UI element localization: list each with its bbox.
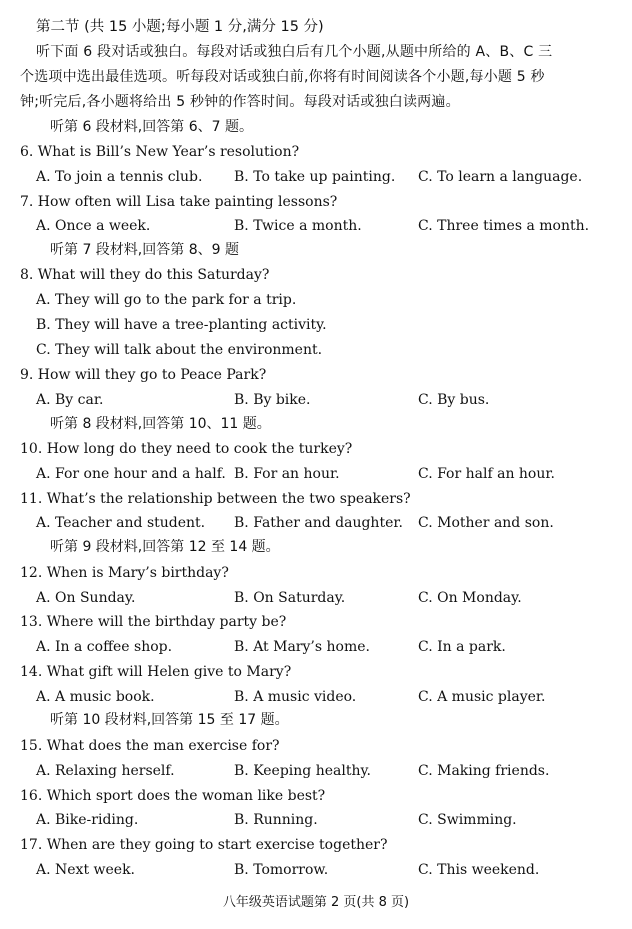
option-b: B. On Saturday. xyxy=(234,590,346,606)
instruction-line-3: 钟;听完后,各小题将给出 5 秒钟的作答时间。每段对话或独白读两遍。 xyxy=(20,94,460,110)
question-13-options xyxy=(0,637,632,657)
question-7: 7. How often will Lisa take painting lessons? xyxy=(20,194,338,210)
question-8-option-b: B. They will have a tree-planting activity. xyxy=(36,317,327,333)
question-15-options xyxy=(0,761,632,781)
question-11-options xyxy=(0,513,632,533)
option-a: A. By car. xyxy=(36,392,104,408)
question-16: 16. Which sport does the woman like best? xyxy=(20,788,326,804)
option-a: A. Bike-riding. xyxy=(36,812,139,828)
option-c: C. Making friends. xyxy=(418,763,550,779)
section-title: 第二节 (共 15 小题;每小题 1 分,满分 15 分) xyxy=(36,19,324,35)
question-8: 8. What will they do this Saturday? xyxy=(20,267,270,283)
question-13: 13. Where will the birthday party be? xyxy=(20,614,287,630)
option-c: C. For half an hour. xyxy=(418,466,555,482)
option-b: B. Keeping healthy. xyxy=(234,763,371,779)
question-9-options xyxy=(0,390,632,410)
question-14-options xyxy=(0,687,632,707)
material-7-heading: 听第 7 段材料,回答第 8、9 题 xyxy=(50,242,239,258)
question-17: 17. When are they going to start exercise together? xyxy=(20,837,388,853)
option-c: C. Three times a month. xyxy=(418,218,590,234)
instruction-line-2: 个选项中选出最佳选项。听每段对话或独白前,你将有时间阅读各个小题,每小题 5 秒 xyxy=(20,69,545,85)
question-14: 14. What gift will Helen give to Mary? xyxy=(20,664,292,680)
question-12-options xyxy=(0,588,632,608)
question-16-options xyxy=(0,810,632,830)
option-a: A. On Sunday. xyxy=(36,590,136,606)
material-6-heading: 听第 6 段材料,回答第 6、7 题。 xyxy=(50,119,253,135)
question-6-options xyxy=(0,167,632,187)
option-a: A. Relaxing herself. xyxy=(36,763,175,779)
option-c: C. In a park. xyxy=(418,639,506,655)
option-c: C. This weekend. xyxy=(418,862,540,878)
option-a: A. Teacher and student. xyxy=(36,515,206,531)
option-a: A. Once a week. xyxy=(36,218,151,234)
question-15: 15. What does the man exercise for? xyxy=(20,738,280,754)
option-b: B. Father and daughter. xyxy=(234,515,403,531)
material-9-heading: 听第 9 段材料,回答第 12 至 14 题。 xyxy=(50,539,280,555)
option-b: B. A music video. xyxy=(234,689,357,705)
option-c: C. On Monday. xyxy=(418,590,522,606)
question-12: 12. When is Mary’s birthday? xyxy=(20,565,229,581)
option-b: B. At Mary’s home. xyxy=(234,639,370,655)
question-11: 11. What’s the relationship between the two speakers? xyxy=(20,491,411,507)
option-c: C. Swimming. xyxy=(418,812,517,828)
option-b: B. To take up painting. xyxy=(234,169,396,185)
material-8-heading: 听第 8 段材料,回答第 10、11 题。 xyxy=(50,416,271,432)
option-c: C. A music player. xyxy=(418,689,546,705)
question-9: 9. How will they go to Peace Park? xyxy=(20,367,267,383)
question-10: 10. How long do they need to cook the turkey? xyxy=(20,441,353,457)
question-17-options xyxy=(0,860,632,880)
question-7-options xyxy=(0,216,632,236)
option-a: A. To join a tennis club. xyxy=(36,169,203,185)
option-a: A. For one hour and a half. xyxy=(36,466,226,482)
page-footer: 八年级英语试题第 2 页(共 8 页) xyxy=(222,895,410,910)
option-c: C. To learn a language. xyxy=(418,169,583,185)
option-b: B. Twice a month. xyxy=(234,218,362,234)
question-6: 6. What is Bill’s New Year’s resolution? xyxy=(20,144,300,160)
option-a: A. Next week. xyxy=(36,862,136,878)
question-8-option-a: A. They will go to the park for a trip. xyxy=(36,292,297,308)
option-b: B. For an hour. xyxy=(234,466,340,482)
option-c: C. Mother and son. xyxy=(418,515,554,531)
instruction-line-1: 听下面 6 段对话或独白。每段对话或独白后有几个小题,从题中所给的 A、B、C 三 xyxy=(36,44,553,60)
material-10-heading: 听第 10 段材料,回答第 15 至 17 题。 xyxy=(50,712,289,728)
question-8-option-c: C. They will talk about the environment. xyxy=(36,342,323,358)
option-b: B. By bike. xyxy=(234,392,311,408)
option-c: C. By bus. xyxy=(418,392,490,408)
option-a: A. A music book. xyxy=(36,689,155,705)
question-10-options xyxy=(0,464,632,484)
option-b: B. Running. xyxy=(234,812,318,828)
option-b: B. Tomorrow. xyxy=(234,862,329,878)
option-a: A. In a coffee shop. xyxy=(36,639,173,655)
